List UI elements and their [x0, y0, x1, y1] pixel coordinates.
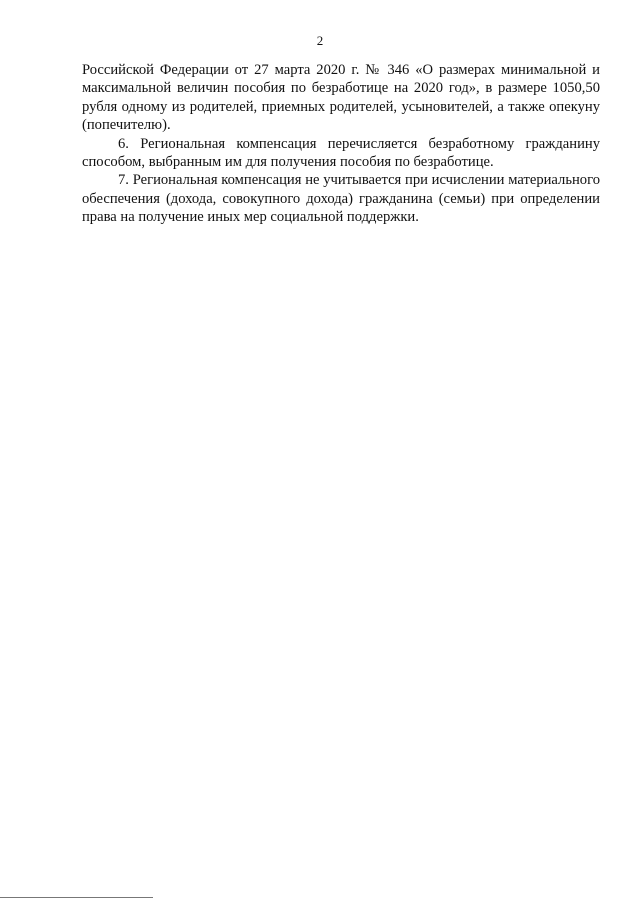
document-body [82, 61, 600, 227]
page-number: 2 [316, 33, 324, 48]
paragraph-item-6: 6. Региональная компенсация перечисляется безработному гражданину способом, выбранным им для получения пособия по безработице. [82, 135, 600, 171]
paragraph-continuation: Российской Федерации от 27 марта 2020 г. № 346 «О размерах минимальной и максимальной величин пособия по безработице на 2020 год», в размере 1050,50 рубля одному из родителей, приемных родителей, усыновителей, а также опекуну (попечителю). [82, 62, 600, 134]
footer-divider [0, 897, 153, 898]
paragraph-item-7: 7. Региональная компенсация не учитывается при исчислении материального обеспечения (дохода, совокупного дохода) гражданина (семьи) при определении права на получение иных мер социальной поддержки. [82, 172, 600, 226]
